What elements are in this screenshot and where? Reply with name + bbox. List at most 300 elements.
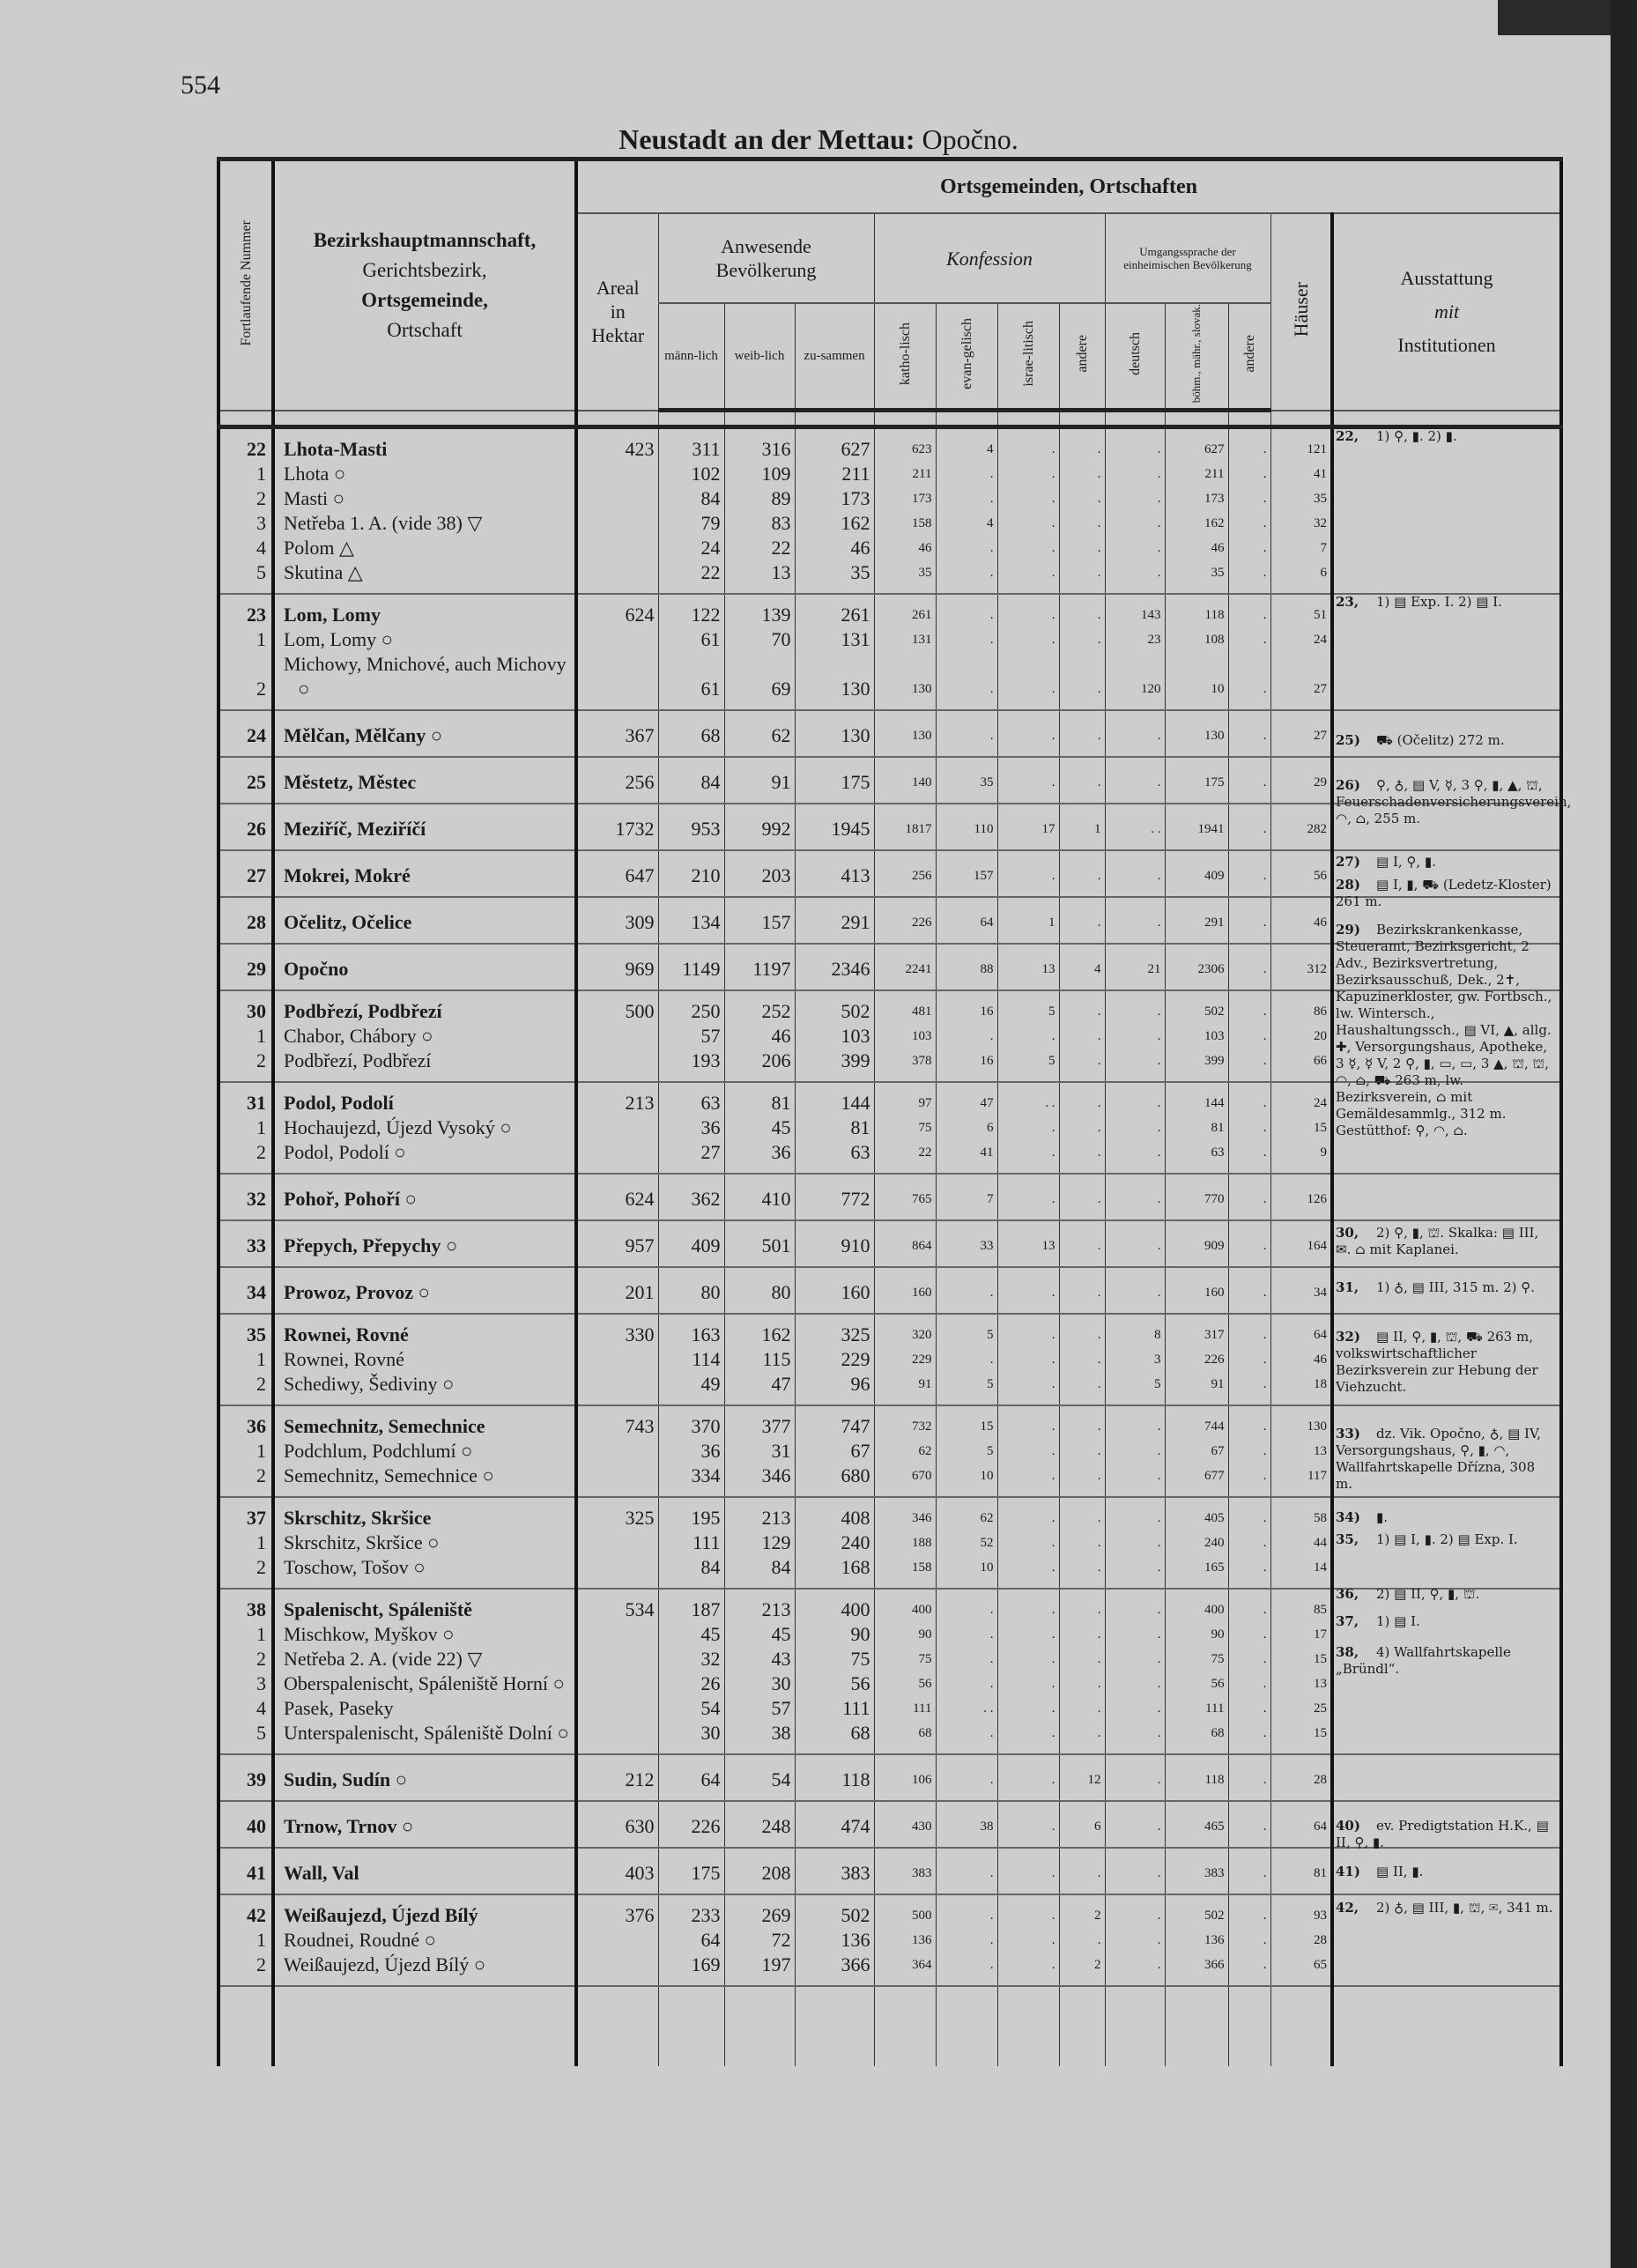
note-key: 23, [1336, 594, 1359, 610]
female-cell: 410 [724, 1174, 795, 1220]
catholic-cell: 261 [874, 594, 936, 627]
catholic-cell: 158 [874, 1555, 936, 1589]
jewish-cell: . [997, 1405, 1059, 1439]
total-cell: 2346 [795, 944, 874, 990]
row-number-cell: 26 [219, 804, 273, 850]
german-cell: . [1105, 1267, 1165, 1314]
equipment-note [1336, 854, 1554, 871]
catholic-cell: 130 [874, 710, 936, 757]
confession-other-cell: . [1059, 560, 1105, 594]
catholic-cell: 130 [874, 652, 936, 710]
note-text: 1) ⚲, ▮. 2) ▮. [1376, 428, 1457, 444]
note-key: 32) [1336, 1329, 1360, 1345]
male-cell: 24 [658, 536, 724, 560]
area-hectare-cell [576, 462, 658, 486]
language-other-cell: . [1228, 627, 1270, 652]
czech-cell: 136 [1165, 1928, 1228, 1953]
total-cell: 910 [795, 1220, 874, 1267]
male-cell: 22 [658, 560, 724, 594]
czech-cell: 63 [1165, 1140, 1228, 1174]
confession-other-cell: . [1059, 850, 1105, 897]
male-cell: 1149 [658, 944, 724, 990]
catholic-cell: 35 [874, 560, 936, 594]
jewish-cell: . [997, 1439, 1059, 1464]
equipment-cell [1332, 652, 1561, 710]
confession-other-cell: . [1059, 594, 1105, 627]
place-name-cell: Podbřezí, Podbřezí [273, 1049, 576, 1082]
language-other-cell: . [1228, 1754, 1270, 1801]
language-other-cell: . [1228, 1647, 1270, 1671]
protestant-cell: 41 [936, 1140, 997, 1174]
houses-cell: 51 [1270, 594, 1332, 627]
czech-cell: 91 [1165, 1372, 1228, 1405]
table-row-locality [219, 652, 1561, 710]
area-hectare-cell: 1732 [576, 804, 658, 850]
confession-other-cell: . [1059, 1347, 1105, 1372]
houses-cell: 46 [1270, 1347, 1332, 1372]
row-number-cell: 33 [219, 1220, 273, 1267]
language-other-cell: . [1228, 1671, 1270, 1696]
jewish-cell: . . [997, 1082, 1059, 1115]
czech-cell: 211 [1165, 462, 1228, 486]
jewish-cell: . [997, 1647, 1059, 1671]
female-cell: 83 [724, 511, 795, 536]
czech-cell: 399 [1165, 1049, 1228, 1082]
german-cell: . [1105, 560, 1165, 594]
czech-cell: 1941 [1165, 804, 1228, 850]
czech-cell: 35 [1165, 560, 1228, 594]
protestant-cell: 5 [936, 1314, 997, 1347]
jewish-cell: . [997, 1140, 1059, 1174]
jewish-cell: . [997, 710, 1059, 757]
female-cell: 72 [724, 1928, 795, 1953]
male-cell: 250 [658, 990, 724, 1024]
catholic-cell: 62 [874, 1439, 936, 1464]
area-hectare-cell [576, 511, 658, 536]
catholic-cell: 211 [874, 462, 936, 486]
area-hectare-cell [576, 486, 658, 511]
place-name-cell: Semechnitz, Semechnice [273, 1405, 576, 1439]
houses-cell: 9 [1270, 1140, 1332, 1174]
place-name-cell: Michowy, Mnichové, auch Michovy ○ [273, 652, 576, 710]
confession-other-cell: . [1059, 1721, 1105, 1754]
place-name-cell: Chabor, Chábory ○ [273, 1024, 576, 1049]
note-text: dz. Vik. Opočno, ♁, ▤ IV, Versorgungshaus, ⚲, ▮, ◠, Wallfahrtskapelle Dřízna, 308 m. [1336, 1426, 1541, 1492]
houses-cell: 117 [1270, 1464, 1332, 1497]
header-catholic: katho-lisch [874, 303, 936, 411]
place-name-cell: Podbřezí, Podbřezí [273, 990, 576, 1024]
row-number-cell: 27 [219, 850, 273, 897]
row-number-cell: 42 [219, 1894, 273, 1928]
jewish-cell: . [997, 1754, 1059, 1801]
area-hectare-cell [576, 1049, 658, 1082]
female-cell: 346 [724, 1464, 795, 1497]
czech-cell: 405 [1165, 1497, 1228, 1531]
row-number-cell: 2 [219, 1049, 273, 1082]
row-number-cell: 40 [219, 1801, 273, 1848]
catholic-cell: 90 [874, 1622, 936, 1647]
confession-other-cell: . [1059, 1671, 1105, 1696]
female-cell: 80 [724, 1267, 795, 1314]
row-number-cell: 5 [219, 1721, 273, 1754]
place-name-cell: Pohoř, Pohoří ○ [273, 1174, 576, 1220]
equipment-cell [1332, 1928, 1561, 1953]
houses-cell: 18 [1270, 1372, 1332, 1405]
catholic-cell: 22 [874, 1140, 936, 1174]
place-name-cell: Přepych, Přepychy ○ [273, 1220, 576, 1267]
area-hectare-cell [576, 1372, 658, 1405]
equipment-cell [1332, 536, 1561, 560]
protestant-cell: 15 [936, 1405, 997, 1439]
note-key: 29) [1336, 922, 1360, 938]
protestant-cell: . . [936, 1696, 997, 1721]
male-cell: 84 [658, 486, 724, 511]
jewish-cell: . [997, 1928, 1059, 1953]
catholic-cell: 131 [874, 627, 936, 652]
female-cell: 213 [724, 1497, 795, 1531]
protestant-cell: 64 [936, 897, 997, 944]
header-name: Bezirkshauptmannschaft, Gerichtsbezirk, Ortsgemeinde, Ortschaft [273, 159, 576, 411]
area-hectare-cell: 957 [576, 1220, 658, 1267]
note-text: ⚲, ♁, ▤ V, ☿, 3 ⚲, ▮, ▲, ⛫, Feuerschadenversicherungsverein, ◠, ⌂, 255 m. [1336, 777, 1572, 826]
place-name-cell: Lom, Lomy [273, 594, 576, 627]
female-cell: 36 [724, 1140, 795, 1174]
place-name-cell: Weißaujezd, Újezd Bílý ○ [273, 1953, 576, 1986]
czech-cell: 111 [1165, 1696, 1228, 1721]
equipment-note [1336, 777, 1572, 827]
protestant-cell: 5 [936, 1372, 997, 1405]
row-number-cell: 30 [219, 990, 273, 1024]
total-cell: 325 [795, 1314, 874, 1347]
language-other-cell: . [1228, 1497, 1270, 1531]
language-other-cell: . [1228, 594, 1270, 627]
german-cell: . [1105, 1696, 1165, 1721]
place-name-cell: Skutina △ [273, 560, 576, 594]
place-name-cell: Oberspalenischt, Spáleniště Horní ○ [273, 1671, 576, 1696]
houses-cell: 44 [1270, 1531, 1332, 1555]
catholic-cell: 430 [874, 1801, 936, 1848]
confession-other-cell: . [1059, 1589, 1105, 1622]
jewish-cell: . [997, 536, 1059, 560]
confession-other-cell: . [1059, 1082, 1105, 1115]
total-cell: 81 [795, 1115, 874, 1140]
table-row-locality [219, 560, 1561, 594]
area-hectare-cell: 212 [576, 1754, 658, 1801]
german-cell: . [1105, 1721, 1165, 1754]
equipment-note [1336, 732, 1554, 749]
houses-cell: 56 [1270, 850, 1332, 897]
note-key: 28) [1336, 877, 1360, 893]
houses-cell: 126 [1270, 1174, 1332, 1220]
language-other-cell: . [1228, 1347, 1270, 1372]
czech-cell: 366 [1165, 1953, 1228, 1986]
total-cell: 474 [795, 1801, 874, 1848]
jewish-cell: . [997, 627, 1059, 652]
equipment-cell [1332, 462, 1561, 486]
area-hectare-cell: 376 [576, 1894, 658, 1928]
header-male: männ-lich [658, 303, 724, 411]
catholic-cell: 2241 [874, 944, 936, 990]
houses-cell: 15 [1270, 1115, 1332, 1140]
header-equipment: Ausstattung mit Institutionen [1332, 213, 1561, 411]
total-cell: 168 [795, 1555, 874, 1589]
houses-cell: 130 [1270, 1405, 1332, 1439]
language-other-cell: . [1228, 757, 1270, 804]
confession-other-cell: . [1059, 990, 1105, 1024]
jewish-cell: . [997, 1024, 1059, 1049]
place-name-cell: Mokrei, Mokré [273, 850, 576, 897]
confession-other-cell: . [1059, 462, 1105, 486]
male-cell: 64 [658, 1754, 724, 1801]
header-czech: böhm., mähr., slovak. [1165, 303, 1228, 411]
row-number-cell: 4 [219, 536, 273, 560]
place-name-cell: Roudnei, Roudné ○ [273, 1928, 576, 1953]
area-hectare-cell [576, 1928, 658, 1953]
catholic-cell: 378 [874, 1049, 936, 1082]
language-other-cell: . [1228, 1696, 1270, 1721]
german-cell: . [1105, 990, 1165, 1024]
protestant-cell: 5 [936, 1439, 997, 1464]
czech-cell: 400 [1165, 1589, 1228, 1622]
catholic-cell: 75 [874, 1647, 936, 1671]
language-other-cell: . [1228, 990, 1270, 1024]
czech-cell: 909 [1165, 1220, 1228, 1267]
header-female: weib-lich [724, 303, 795, 411]
header-conf-other: andere [1059, 303, 1105, 411]
protestant-cell: . [936, 1589, 997, 1622]
place-name-cell: Opočno [273, 944, 576, 990]
catholic-cell: 111 [874, 1696, 936, 1721]
houses-cell: 93 [1270, 1894, 1332, 1928]
header-confession: Konfession [874, 213, 1105, 303]
jewish-cell: 13 [997, 1220, 1059, 1267]
czech-cell: 744 [1165, 1405, 1228, 1439]
protestant-cell: 47 [936, 1082, 997, 1115]
czech-cell: 291 [1165, 897, 1228, 944]
catholic-cell: 1817 [874, 804, 936, 850]
male-cell: 49 [658, 1372, 724, 1405]
czech-cell: 240 [1165, 1531, 1228, 1555]
confession-other-cell: . [1059, 1531, 1105, 1555]
female-cell: 57 [724, 1696, 795, 1721]
male-cell: 84 [658, 757, 724, 804]
table-row-locality [219, 486, 1561, 511]
language-other-cell: . [1228, 1174, 1270, 1220]
german-cell: . [1105, 1024, 1165, 1049]
male-cell: 370 [658, 1405, 724, 1439]
row-number-cell: 38 [219, 1589, 273, 1622]
place-name-cell: Lhota-Masti [273, 427, 576, 463]
jewish-cell: . [997, 1115, 1059, 1140]
male-cell: 36 [658, 1439, 724, 1464]
czech-cell: 383 [1165, 1848, 1228, 1894]
row-number-cell: 2 [219, 1464, 273, 1497]
male-cell: 122 [658, 594, 724, 627]
equipment-note [1336, 877, 1554, 910]
female-cell: 62 [724, 710, 795, 757]
czech-cell: 81 [1165, 1115, 1228, 1140]
total-cell: 136 [795, 1928, 874, 1953]
place-name-cell: Masti ○ [273, 486, 576, 511]
male-cell: 84 [658, 1555, 724, 1589]
note-key: 33) [1336, 1426, 1360, 1442]
catholic-cell: 56 [874, 1671, 936, 1696]
total-cell: 130 [795, 652, 874, 710]
male-cell: 63 [658, 1082, 724, 1115]
female-cell: 54 [724, 1754, 795, 1801]
female-cell: 38 [724, 1721, 795, 1754]
czech-cell: 627 [1165, 427, 1228, 463]
protestant-cell: . [936, 1848, 997, 1894]
place-name-cell: Toschow, Tošov ○ [273, 1555, 576, 1589]
place-name-cell: Hochaujezd, Újezd Vysoký ○ [273, 1115, 576, 1140]
header-areal: Areal in Hektar [576, 213, 658, 411]
equipment-cell [1332, 1696, 1561, 1721]
total-cell: 502 [795, 990, 874, 1024]
protestant-cell: 7 [936, 1174, 997, 1220]
protestant-cell: 10 [936, 1464, 997, 1497]
czech-cell: 465 [1165, 1801, 1228, 1848]
confession-other-cell: 1 [1059, 804, 1105, 850]
confession-other-cell: . [1059, 486, 1105, 511]
language-other-cell: . [1228, 486, 1270, 511]
place-name-cell: Podol, Podolí [273, 1082, 576, 1115]
german-cell: . [1105, 1115, 1165, 1140]
row-number-cell: 1 [219, 1024, 273, 1049]
german-cell: 143 [1105, 594, 1165, 627]
houses-cell: 41 [1270, 462, 1332, 486]
confession-other-cell: . [1059, 1140, 1105, 1174]
language-other-cell: . [1228, 1801, 1270, 1848]
note-key: 35, [1336, 1531, 1359, 1547]
female-cell: 46 [724, 1024, 795, 1049]
equipment-note [1336, 1586, 1554, 1603]
czech-cell: 75 [1165, 1647, 1228, 1671]
table-row-locality [219, 511, 1561, 536]
row-number-cell: 3 [219, 511, 273, 536]
table-row-municipality [219, 1174, 1561, 1220]
title-bold: Neustadt an der Mettau: [619, 123, 915, 155]
german-cell: . [1105, 486, 1165, 511]
row-number-cell: 39 [219, 1754, 273, 1801]
area-hectare-cell: 325 [576, 1497, 658, 1531]
place-name-cell: Mischkow, Myškov ○ [273, 1622, 576, 1647]
total-cell: 175 [795, 757, 874, 804]
equipment-note [1336, 594, 1554, 611]
jewish-cell: . [997, 850, 1059, 897]
row-number-cell: 1 [219, 1439, 273, 1464]
note-text: 2) ⚲, ▮, ⛫. Skalka: ▤ III, ✉. ⌂ mit Kaplanei. [1336, 1225, 1539, 1257]
total-cell: 96 [795, 1372, 874, 1405]
german-cell: . [1105, 1622, 1165, 1647]
houses-cell: 64 [1270, 1801, 1332, 1848]
total-cell: 63 [795, 1140, 874, 1174]
language-other-cell: . [1228, 710, 1270, 757]
protestant-cell: . [936, 462, 997, 486]
row-number-cell: 37 [219, 1497, 273, 1531]
area-hectare-cell: 630 [576, 1801, 658, 1848]
german-cell: 8 [1105, 1314, 1165, 1347]
language-other-cell: . [1228, 462, 1270, 486]
male-cell: 134 [658, 897, 724, 944]
jewish-cell: . [997, 594, 1059, 627]
czech-cell: 10 [1165, 652, 1228, 710]
jewish-cell: . [997, 1721, 1059, 1754]
houses-cell: 28 [1270, 1928, 1332, 1953]
equipment-note [1336, 1864, 1554, 1880]
row-number-cell: 24 [219, 710, 273, 757]
row-number-cell: 2 [219, 1953, 273, 1986]
catholic-cell: 158 [874, 511, 936, 536]
note-text: ▤ I, ▮, ⛟ (Ledetz-Kloster) 261 m. [1336, 877, 1552, 909]
area-hectare-cell [576, 627, 658, 652]
catholic-cell: 106 [874, 1754, 936, 1801]
catholic-cell: 140 [874, 757, 936, 804]
catholic-cell: 136 [874, 1928, 936, 1953]
confession-other-cell: 12 [1059, 1754, 1105, 1801]
total-cell: 103 [795, 1024, 874, 1049]
total-cell: 1945 [795, 804, 874, 850]
catholic-cell: 400 [874, 1589, 936, 1622]
male-cell: 32 [658, 1647, 724, 1671]
female-cell: 197 [724, 1953, 795, 1986]
note-key: 31, [1336, 1279, 1359, 1295]
total-cell: 229 [795, 1347, 874, 1372]
language-other-cell: . [1228, 1721, 1270, 1754]
catholic-cell: 173 [874, 486, 936, 511]
note-text: ⛟ (Očelitz) 272 m. [1376, 732, 1505, 748]
protestant-cell: 33 [936, 1220, 997, 1267]
jewish-cell: . [997, 486, 1059, 511]
confession-other-cell: . [1059, 1372, 1105, 1405]
row-number-cell: 1 [219, 1928, 273, 1953]
male-cell: 362 [658, 1174, 724, 1220]
note-key: 38, [1336, 1644, 1359, 1660]
czech-cell: 165 [1165, 1555, 1228, 1589]
place-name-cell: Mělčan, Mělčany ○ [273, 710, 576, 757]
title-rest: Opočno. [922, 123, 1018, 155]
german-cell: 5 [1105, 1372, 1165, 1405]
male-cell: 79 [658, 511, 724, 536]
row-number-cell: 2 [219, 486, 273, 511]
area-hectare-cell: 500 [576, 990, 658, 1024]
row-number-cell: 28 [219, 897, 273, 944]
protestant-cell: . [936, 1671, 997, 1696]
protestant-cell: 110 [936, 804, 997, 850]
czech-cell: 502 [1165, 990, 1228, 1024]
total-cell: 680 [795, 1464, 874, 1497]
catholic-cell: 188 [874, 1531, 936, 1555]
language-other-cell: . [1228, 850, 1270, 897]
male-cell: 334 [658, 1464, 724, 1497]
catholic-cell: 229 [874, 1347, 936, 1372]
total-cell: 75 [795, 1647, 874, 1671]
area-hectare-cell [576, 1115, 658, 1140]
equipment-cell [1332, 1555, 1561, 1589]
male-cell: 68 [658, 710, 724, 757]
area-hectare-cell: 403 [576, 1848, 658, 1894]
confession-other-cell: 4 [1059, 944, 1105, 990]
jewish-cell: . [997, 1894, 1059, 1928]
jewish-cell: . [997, 1314, 1059, 1347]
protestant-cell: . [936, 710, 997, 757]
row-number-cell: 41 [219, 1848, 273, 1894]
jewish-cell: 17 [997, 804, 1059, 850]
place-name-cell: Wall, Val [273, 1848, 576, 1894]
protestant-cell: . [936, 1928, 997, 1953]
header-spacer-row [219, 411, 1561, 427]
row-number-cell: 1 [219, 1347, 273, 1372]
